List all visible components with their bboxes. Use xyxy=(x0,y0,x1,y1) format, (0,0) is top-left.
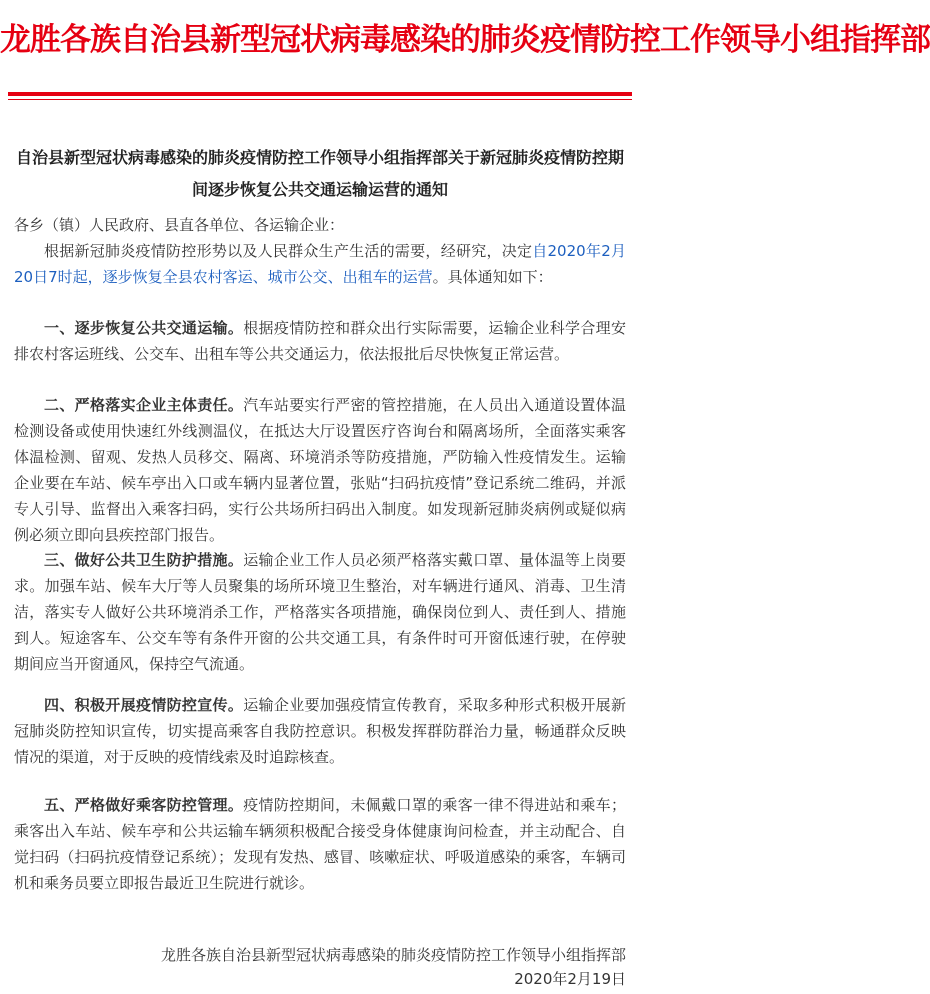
section-3-body: 运输企业工作人员必须严格落实戴口罩、量体温等上岗要求。加强车站、候车大厅等人员聚集的场所环境卫生整治，对车辆进行通风、消毒、卫生清洁，落实专人做好公共环境消杀工作，严格落实各项措施，确保岗位到人、责任到人、措施到人。短途客车、公交车等有条件开窗的公共交通工具，有条件时可开窗低速行驶，在停驶期间应当开窗通风，保持空气流通。 xyxy=(14,551,626,673)
section-4 xyxy=(14,692,626,770)
letterhead-rule-thick xyxy=(8,92,632,96)
section-4-heading: 四、积极开展疫情防控宣传。 xyxy=(44,696,244,714)
section-2-heading: 二、严格落实企业主体责任。 xyxy=(44,396,244,414)
section-1 xyxy=(14,315,626,367)
section-5-body: 疫情防控期间，未佩戴口罩的乘客一律不得进站和乘车；乘客出入车站、候车亭和公共运输车辆须积极配合接受身体健康询问检查，并主动配合、自觉扫码（扫码抗疫情登记系统）；发现有发热、感冒、咳嗽症状、呼吸道感染的乘客，车辆司机和乘务员要立即报告最近卫生院进行就诊。 xyxy=(14,796,626,892)
letterhead-rule-thin xyxy=(8,99,632,100)
signature-agency: 龙胜各族自治县新型冠状病毒感染的肺炎疫情防控工作领导小组指挥部 xyxy=(160,946,626,964)
salutation: 各乡（镇）人民政府、县直各单位、各运输企业： xyxy=(14,216,345,234)
intro-highlight: 自2020年2月20日7时起，逐步恢复全县农村客运、城市公交、出租车的运营 xyxy=(14,242,626,286)
notice-title: 自治县新型冠状病毒感染的肺炎疫情防控工作领导小组指挥部关于新冠肺炎疫情防控期间逐步恢复公共交通运输运营的通知 xyxy=(15,148,624,199)
section-5 xyxy=(14,792,626,896)
intro-text-after: 。具体通知如下： xyxy=(432,268,553,286)
section-3 xyxy=(14,547,626,677)
letterhead-agency: 龙胜各族自治县新型冠状病毒感染的肺炎疫情防控工作领导小组指挥部 xyxy=(0,22,930,58)
section-3-heading: 三、做好公共卫生防护措施。 xyxy=(44,551,244,569)
section-1-heading: 一、逐步恢复公共交通运输。 xyxy=(44,319,244,337)
section-2-body: 汽车站要实行严密的管控措施，在人员出入通道设置体温检测设备或使用快速红外线测温仪，在抵达大厅设置医疗咨询台和隔离场所，全面落实乘客体温检测、留观、发热人员移交、隔离、环境消杀等防疫措施，严防输入性疫情发生。运输企业要在车站、候车亭出入口或车辆内显著位置，张贴“扫码抗疫情”登记系统二维码，并派专人引导、监督出入乘客扫码，实行公共场所扫码出入制度。如发现新冠肺炎病例或疑似病例必须立即向县疾控部门报告。 xyxy=(14,396,626,544)
section-1-body: 根据疫情防控和群众出行实际需要，运输企业科学合理安排农村客运班线、公交车、出租车等公共交通运力，依法报批后尽快恢复正常运营。 xyxy=(14,319,626,363)
section-5-heading: 五、严格做好乘客防控管理。 xyxy=(44,796,244,814)
section-2 xyxy=(14,392,626,548)
section-4-body: 运输企业要加强疫情宣传教育，采取多种形式积极开展新冠肺炎防控知识宣传，切实提高乘客自我防控意识。积极发挥群防群治力量，畅通群众反映情况的渠道，对于反映的疫情线索及时追踪核查。 xyxy=(14,696,626,766)
signature-date: 2020年2月19日 xyxy=(514,970,626,988)
intro-paragraph xyxy=(14,238,626,290)
intro-text-before: 根据新冠肺炎疫情防控形势以及人民群众生产生活的需要，经研究，决定 xyxy=(44,242,533,260)
